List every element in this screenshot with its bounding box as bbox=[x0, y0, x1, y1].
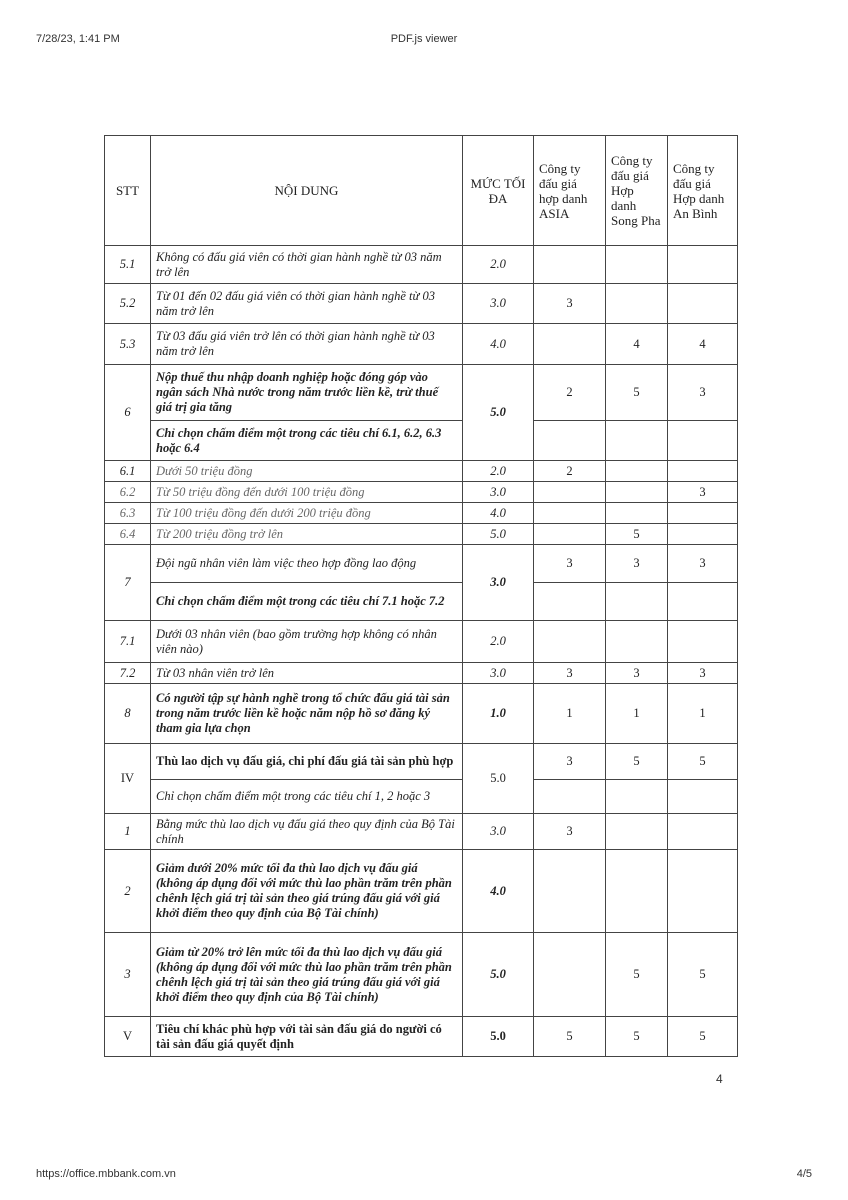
row-stt: 6.4 bbox=[105, 524, 151, 545]
row-content: Từ 200 triệu đồng trở lên bbox=[151, 524, 463, 545]
row-max: 5.0 bbox=[463, 933, 534, 1017]
row-max: 2.0 bbox=[463, 461, 534, 482]
score-asia bbox=[534, 621, 606, 663]
row-max: 3.0 bbox=[463, 663, 534, 684]
row-note: Chỉ chọn chấm điểm một trong các tiêu chí 1, 2 hoặc 3 bbox=[151, 780, 463, 814]
table-row bbox=[105, 503, 738, 524]
row-stt: 6.2 bbox=[105, 482, 151, 503]
row-max: 2.0 bbox=[463, 246, 534, 284]
score-an-binh bbox=[668, 461, 738, 482]
row-note: Chỉ chọn chấm điểm một trong các tiêu chí 7.1 hoặc 7.2 bbox=[151, 583, 463, 621]
row-content: Nộp thuế thu nhập doanh nghiệp hoặc đóng góp vào ngân sách Nhà nước trong năm trước liền kề, trừ thuế giá trị gia tăng bbox=[151, 365, 463, 421]
row-stt: 5.3 bbox=[105, 324, 151, 365]
row-stt: 5.2 bbox=[105, 284, 151, 324]
score-song-pha bbox=[606, 583, 668, 621]
score-an-binh bbox=[668, 621, 738, 663]
row-max: 5.0 bbox=[463, 365, 534, 461]
score-an-binh bbox=[668, 814, 738, 850]
score-asia: 3 bbox=[534, 744, 606, 780]
score-song-pha bbox=[606, 284, 668, 324]
row-stt: V bbox=[105, 1017, 151, 1057]
score-song-pha bbox=[606, 850, 668, 933]
row-stt: 6.3 bbox=[105, 503, 151, 524]
score-song-pha bbox=[606, 780, 668, 814]
score-song-pha bbox=[606, 421, 668, 461]
row-stt: 7 bbox=[105, 545, 151, 621]
header-company-song-pha: Công ty đấu giá Hợp danh Song Pha bbox=[606, 136, 668, 246]
score-an-binh bbox=[668, 246, 738, 284]
row-stt: 6 bbox=[105, 365, 151, 461]
row-max: 5.0 bbox=[463, 524, 534, 545]
score-asia bbox=[534, 850, 606, 933]
score-an-binh bbox=[668, 780, 738, 814]
score-asia bbox=[534, 780, 606, 814]
table-row bbox=[105, 324, 738, 365]
score-asia bbox=[534, 933, 606, 1017]
row-stt: 1 bbox=[105, 814, 151, 850]
row-content: Bằng mức thù lao dịch vụ đấu giá theo quy định của Bộ Tài chính bbox=[151, 814, 463, 850]
row-max: 3.0 bbox=[463, 545, 534, 621]
row-stt: 2 bbox=[105, 850, 151, 933]
score-an-binh bbox=[668, 284, 738, 324]
score-song-pha bbox=[606, 246, 668, 284]
table-row bbox=[105, 365, 738, 421]
table-row bbox=[105, 814, 738, 850]
header-company-asia: Công ty đấu giá hợp danh ASIA bbox=[534, 136, 606, 246]
header-stt: STT bbox=[105, 136, 151, 246]
table-row bbox=[105, 284, 738, 324]
score-song-pha: 4 bbox=[606, 324, 668, 365]
score-song-pha: 3 bbox=[606, 545, 668, 583]
score-song-pha: 5 bbox=[606, 524, 668, 545]
row-content: Dưới 50 triệu đồng bbox=[151, 461, 463, 482]
score-an-binh bbox=[668, 503, 738, 524]
row-stt: 8 bbox=[105, 684, 151, 744]
print-page-title: PDF.js viewer bbox=[390, 33, 458, 45]
table-row bbox=[105, 744, 738, 780]
row-content: Tiêu chí khác phù hợp với tài sản đấu giá do người có tài sản đấu giá quyết định bbox=[151, 1017, 463, 1057]
score-song-pha: 1 bbox=[606, 684, 668, 744]
score-an-binh: 5 bbox=[668, 744, 738, 780]
score-asia bbox=[534, 246, 606, 284]
print-datetime: 7/28/23, 1:41 PM bbox=[36, 33, 120, 45]
row-max: 4.0 bbox=[463, 850, 534, 933]
row-content: Từ 03 nhân viên trở lên bbox=[151, 663, 463, 684]
row-content: Đội ngũ nhân viên làm việc theo hợp đồng lao động bbox=[151, 545, 463, 583]
score-song-pha: 5 bbox=[606, 365, 668, 421]
table-row bbox=[105, 684, 738, 744]
score-asia: 2 bbox=[534, 365, 606, 421]
score-asia bbox=[534, 524, 606, 545]
row-content: Có người tập sự hành nghề trong tổ chức đấu giá tài sản trong năm trước liền kề hoặc năm nộp hồ sơ đăng ký tham gia lựa chọn bbox=[151, 684, 463, 744]
row-max: 3.0 bbox=[463, 482, 534, 503]
row-stt: 6.1 bbox=[105, 461, 151, 482]
score-song-pha bbox=[606, 814, 668, 850]
scoring-table bbox=[104, 135, 738, 1057]
score-asia: 5 bbox=[534, 1017, 606, 1057]
row-content: Từ 03 đấu giá viên trở lên có thời gian hành nghề từ 03 năm trở lên bbox=[151, 324, 463, 365]
score-asia: 2 bbox=[534, 461, 606, 482]
table-row bbox=[105, 421, 738, 461]
row-content: Giảm từ 20% trở lên mức tối đa thù lao dịch vụ đấu giá (không áp dụng đối với mức thù lao phần trăm trên phần chênh lệch giá trị tài sản theo giá trúng đấu giá với giá khởi điểm theo quy định của Bộ Tài chính) bbox=[151, 933, 463, 1017]
score-song-pha: 5 bbox=[606, 933, 668, 1017]
row-max: 2.0 bbox=[463, 621, 534, 663]
table-header-row bbox=[105, 136, 738, 246]
score-asia: 3 bbox=[534, 663, 606, 684]
table-row bbox=[105, 461, 738, 482]
score-song-pha: 3 bbox=[606, 663, 668, 684]
score-asia bbox=[534, 324, 606, 365]
score-an-binh bbox=[668, 583, 738, 621]
header-content: NỘI DUNG bbox=[151, 136, 463, 246]
print-page-count: 4/5 bbox=[796, 1168, 812, 1180]
row-content: Từ 50 triệu đồng đến dưới 100 triệu đồng bbox=[151, 482, 463, 503]
score-an-binh bbox=[668, 850, 738, 933]
table-row bbox=[105, 780, 738, 814]
score-song-pha: 5 bbox=[606, 744, 668, 780]
table-row bbox=[105, 524, 738, 545]
row-max: 4.0 bbox=[463, 503, 534, 524]
row-content: Giảm dưới 20% mức tối đa thù lao dịch vụ đấu giá (không áp dụng đối với mức thù lao phần trăm trên phần chênh lệch giá trị tài sản theo giá trúng đấu giá với giá khởi điểm theo quy định của Bộ Tài chính) bbox=[151, 850, 463, 933]
score-song-pha bbox=[606, 461, 668, 482]
table-row bbox=[105, 583, 738, 621]
score-asia: 3 bbox=[534, 814, 606, 850]
row-max: 4.0 bbox=[463, 324, 534, 365]
row-stt: IV bbox=[105, 744, 151, 814]
print-url: https://office.mbbank.com.vn bbox=[36, 1168, 176, 1180]
score-an-binh: 1 bbox=[668, 684, 738, 744]
table-row bbox=[105, 933, 738, 1017]
score-an-binh: 3 bbox=[668, 482, 738, 503]
score-asia: 1 bbox=[534, 684, 606, 744]
row-note: Chỉ chọn chấm điểm một trong các tiêu chí 6.1, 6.2, 6.3 hoặc 6.4 bbox=[151, 421, 463, 461]
score-song-pha bbox=[606, 621, 668, 663]
score-an-binh bbox=[668, 524, 738, 545]
table-row bbox=[105, 1017, 738, 1057]
score-asia bbox=[534, 503, 606, 524]
score-an-binh: 5 bbox=[668, 1017, 738, 1057]
row-max: 5.0 bbox=[463, 1017, 534, 1057]
row-max: 3.0 bbox=[463, 814, 534, 850]
score-song-pha: 5 bbox=[606, 1017, 668, 1057]
score-an-binh: 5 bbox=[668, 933, 738, 1017]
header-max: MỨC TỐI ĐA bbox=[463, 136, 534, 246]
score-song-pha bbox=[606, 482, 668, 503]
score-song-pha bbox=[606, 503, 668, 524]
row-content: Không có đấu giá viên có thời gian hành nghề từ 03 năm trở lên bbox=[151, 246, 463, 284]
score-an-binh: 3 bbox=[668, 545, 738, 583]
table-row bbox=[105, 850, 738, 933]
row-content: Từ 01 đến 02 đấu giá viên có thời gian hành nghề từ 03 năm trở lên bbox=[151, 284, 463, 324]
table-row bbox=[105, 545, 738, 583]
header-company-an-binh: Công ty đấu giá Hợp danh An Bình bbox=[668, 136, 738, 246]
score-an-binh: 3 bbox=[668, 663, 738, 684]
score-asia: 3 bbox=[534, 545, 606, 583]
score-asia bbox=[534, 583, 606, 621]
row-content: Từ 100 triệu đồng đến dưới 200 triệu đồng bbox=[151, 503, 463, 524]
score-an-binh: 3 bbox=[668, 365, 738, 421]
score-an-binh bbox=[668, 421, 738, 461]
row-content: Dưới 03 nhân viên (bao gồm trường hợp không có nhân viên nào) bbox=[151, 621, 463, 663]
row-stt: 7.1 bbox=[105, 621, 151, 663]
row-content: Thù lao dịch vụ đấu giá, chi phí đấu giá tài sản phù hợp bbox=[151, 744, 463, 780]
row-max: 5.0 bbox=[463, 744, 534, 814]
row-stt: 5.1 bbox=[105, 246, 151, 284]
table-row bbox=[105, 482, 738, 503]
score-an-binh: 4 bbox=[668, 324, 738, 365]
row-stt: 3 bbox=[105, 933, 151, 1017]
score-asia bbox=[534, 421, 606, 461]
score-asia bbox=[534, 482, 606, 503]
table-row bbox=[105, 663, 738, 684]
row-max: 3.0 bbox=[463, 284, 534, 324]
row-stt: 7.2 bbox=[105, 663, 151, 684]
table-row bbox=[105, 246, 738, 284]
table-row bbox=[105, 621, 738, 663]
row-max: 1.0 bbox=[463, 684, 534, 744]
score-asia: 3 bbox=[534, 284, 606, 324]
document-page-number: 4 bbox=[716, 1072, 723, 1086]
